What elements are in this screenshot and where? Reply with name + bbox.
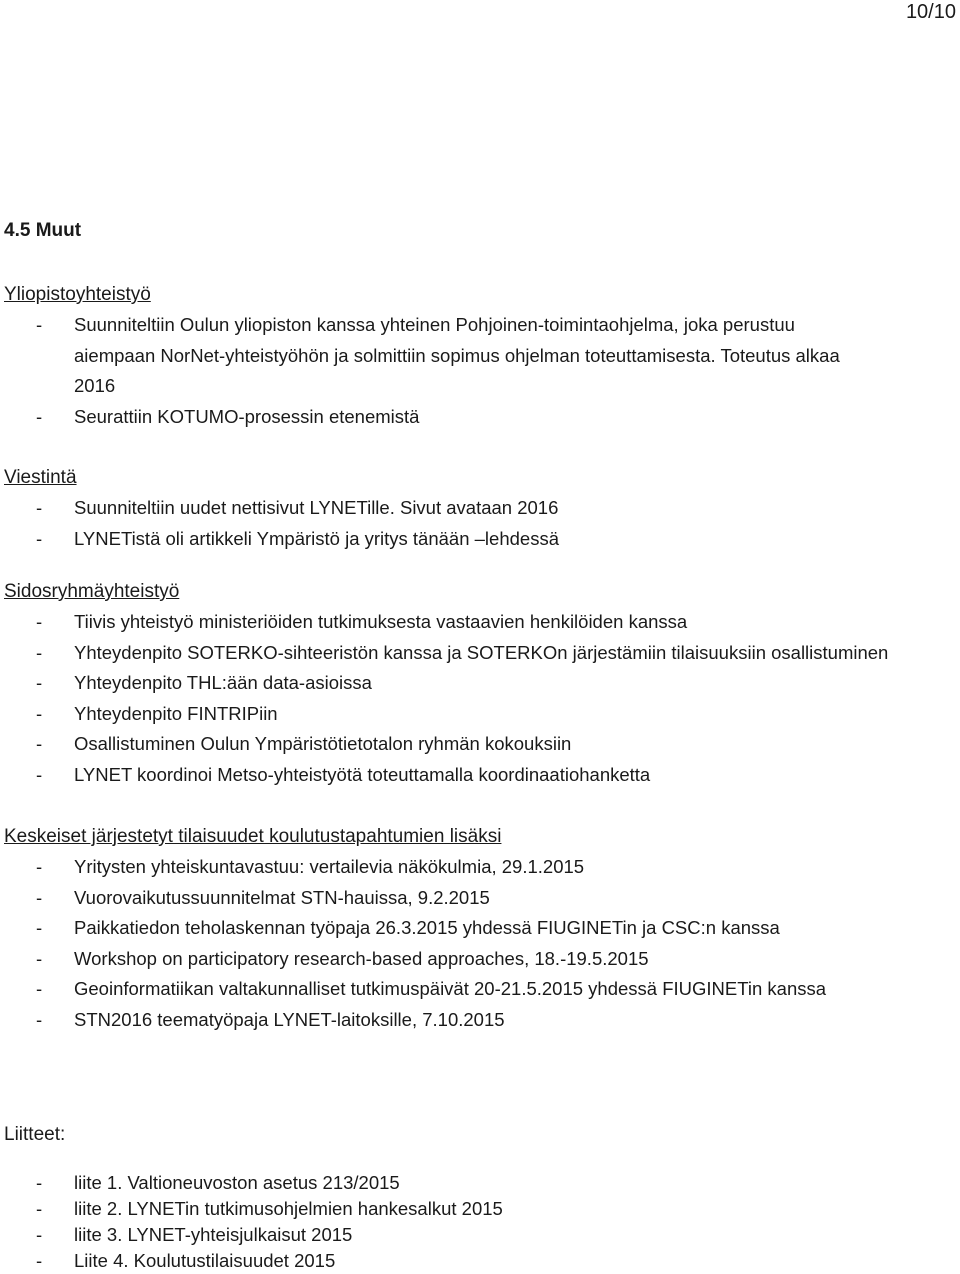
dash-marker: - <box>36 497 43 518</box>
attachment-item <box>0 1170 940 1196</box>
attachment-text: liite 1. Valtioneuvoston asetus 213/2015 <box>74 1172 400 1193</box>
list-item <box>0 607 940 638</box>
list-yliopistoyhteistyo <box>0 310 940 432</box>
list-item <box>0 402 940 433</box>
list-item <box>0 760 940 791</box>
list-item <box>0 944 940 975</box>
attachment-text: Liite 4. Koulutustilaisuudet 2015 <box>74 1250 336 1271</box>
list-item <box>0 913 940 944</box>
list-item <box>0 524 940 555</box>
list-item-text: Geoinformatiikan valtakunnalliset tutkimuspäivät 20-21.5.2015 yhdessä FIUGINETin kanssa <box>74 978 827 999</box>
list-item-text: STN2016 teematyöpaja LYNET-laitoksille, 7.10.2015 <box>74 1008 505 1030</box>
attachment-text: liite 2. LYNETin tutkimusohjelmien hankesalkut 2015 <box>74 1198 503 1219</box>
dash-marker: - <box>36 763 43 785</box>
list-item-text: Yhteydenpito FINTRIPiin <box>74 702 278 724</box>
dash-marker: - <box>36 917 43 938</box>
list-item <box>0 699 940 730</box>
dash-marker: - <box>36 1224 43 1245</box>
attachments-title: Liitteet: <box>4 1124 66 1145</box>
list-item-text: LYNETistä oli artikkeli Ympäristö ja yritys tänään –lehdessä <box>74 527 559 549</box>
list-sidosryhmayhteistyo <box>0 607 940 790</box>
list-item-text: Osallistuminen Oulun Ympäristötietotalon ryhmän kokouksiin <box>74 733 572 754</box>
dash-marker: - <box>36 856 43 877</box>
list-item-text: Yhteydenpito THL:ään data-asioissa <box>74 672 372 693</box>
attachment-item <box>0 1222 940 1248</box>
list-item-text: Vuorovaikutussuunnitelmat STN-hauissa, 9.2.2015 <box>74 886 490 908</box>
list-item-text: Workshop on participatory research-based approaches, 18.-19.5.2015 <box>74 947 649 969</box>
list-item <box>0 638 940 669</box>
list-item-line: aiempaan NorNet-yhteistyöhön ja solmittiin sopimus ohjelman toteuttamisesta. Toteutus alkaa <box>74 344 840 366</box>
dash-marker: - <box>36 1172 43 1193</box>
list-item-text: Yhteydenpito SOTERKO-sihteeristön kanssa ja SOTERKOn järjestämiin tilaisuuksiin osallistuminen <box>74 641 889 663</box>
attachment-item <box>0 1196 940 1222</box>
dash-marker: - <box>36 886 43 908</box>
list-item <box>0 1005 940 1036</box>
dash-marker: - <box>36 611 43 632</box>
list-item-text: LYNET koordinoi Metso-yhteistyötä toteuttamalla koordinaatiohanketta <box>74 763 651 785</box>
attachment-item <box>0 1248 940 1274</box>
list-keskeiset-tilaisuudet <box>0 852 940 1035</box>
list-item-text: Yritysten yhteiskuntavastuu: vertailevia näkökulmia, 29.1.2015 <box>74 856 585 877</box>
dash-marker: - <box>36 405 43 427</box>
section-title-yliopistoyhteistyo: Yliopistoyhteistyö <box>4 284 151 305</box>
list-item-text: Tiivis yhteistyö ministeriöiden tutkimuksesta vastaavien henkilöiden kanssa <box>74 611 688 632</box>
dash-marker: - <box>36 527 43 549</box>
list-item-text: Paikkatiedon teholaskennan työpaja 26.3.2015 yhdessä FIUGINETin ja CSC:n kanssa <box>74 917 780 938</box>
section-heading: 4.5 Muut <box>4 220 82 241</box>
dash-marker: - <box>36 1250 43 1271</box>
list-item <box>0 310 940 402</box>
list-item <box>0 852 940 883</box>
dash-marker: - <box>36 672 43 693</box>
dash-marker: - <box>36 733 43 754</box>
dash-marker: - <box>36 702 43 724</box>
list-item-text: Seurattiin KOTUMO-prosessin etenemistä <box>74 405 420 427</box>
section-title-viestinta: Viestintä <box>4 467 77 488</box>
dash-marker: - <box>36 314 43 335</box>
list-item <box>0 493 940 524</box>
list-viestinta <box>0 493 940 554</box>
list-item <box>0 883 940 914</box>
section-title-keskeiset-tilaisuudet: Keskeiset järjestetyt tilaisuudet koulutustapahtumien lisäksi <box>4 826 502 847</box>
list-item-text: Suunniteltiin uudet nettisivut LYNETille. Sivut avataan 2016 <box>74 497 559 518</box>
dash-marker: - <box>36 947 43 969</box>
list-item-line: 2016 <box>74 375 116 396</box>
dash-marker: - <box>36 641 43 663</box>
page-number: 10/10 <box>905 1 956 23</box>
section-title-sidosryhmayhteistyo: Sidosryhmäyhteistyö <box>4 581 180 602</box>
list-item <box>0 729 940 760</box>
dash-marker: - <box>36 1008 43 1030</box>
attachment-text: liite 3. LYNET-yhteisjulkaisut 2015 <box>74 1224 353 1245</box>
list-item-line: Suunniteltiin Oulun yliopiston kanssa yhteinen Pohjoinen-toimintaohjelma, joka perustuu <box>74 314 795 335</box>
dash-marker: - <box>36 1198 43 1219</box>
dash-marker: - <box>36 978 43 999</box>
list-item <box>0 974 940 1005</box>
list-item <box>0 668 940 699</box>
attachments-list <box>0 1170 940 1274</box>
